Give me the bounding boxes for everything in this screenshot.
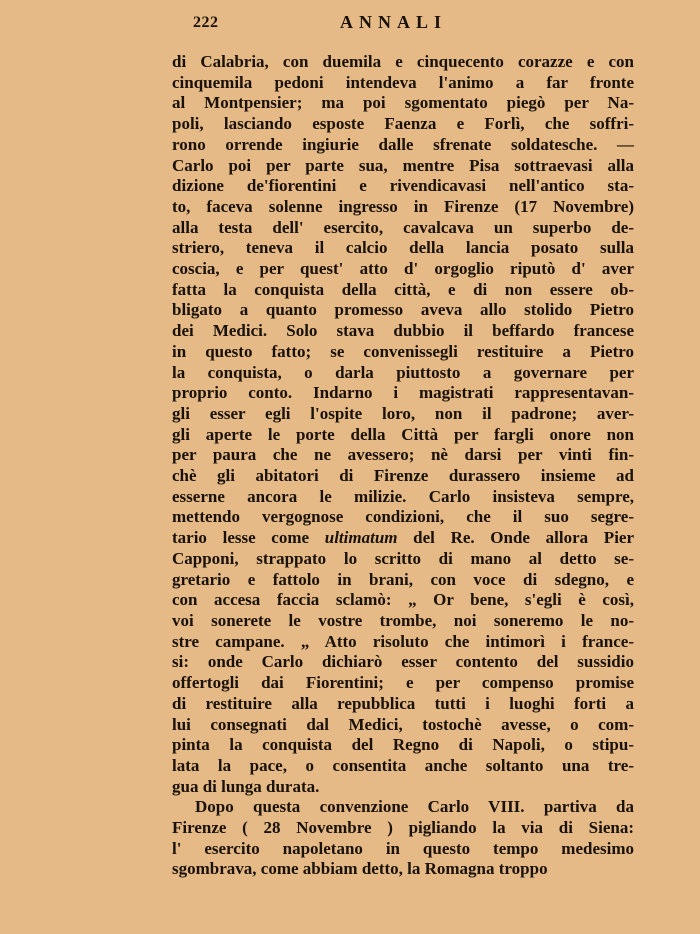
text-line-content: stre campane. „ Atto risoluto che intimorì i france- xyxy=(172,631,634,651)
text-line xyxy=(172,52,634,73)
text-line-content: to, faceva solenne ingresso in Firenze (17 Novembre) xyxy=(172,196,634,216)
text-line xyxy=(172,197,634,218)
text-line-content: in questo fatto; se convenissegli restituire a Pietro xyxy=(172,341,634,361)
text-line-content: tario lesse come xyxy=(172,528,310,548)
text-line-content: coscia, e per quest' atto d' orgoglio riputò d' aver xyxy=(172,259,634,279)
text-line-content: si: onde Carlo dichiarò esser contento del sussidio xyxy=(172,652,634,672)
text-line-content: gli aperte le porte della Città per fargli onore non xyxy=(172,424,634,444)
text-line-content: lata la pace, o consentita anche soltanto una tre- xyxy=(172,755,634,775)
text-line-content: la conquista, o darla piuttosto a governare per xyxy=(172,362,634,382)
text-line xyxy=(172,300,634,321)
text-line-content: alla testa dell' esercito, cavalcava un superbo de- xyxy=(172,217,634,237)
text-line-content: gli esser egli l'ospite loro, non il padrone; aver- xyxy=(172,403,634,423)
text-line-content: di restituire alla repubblica tutti i luoghi forti a xyxy=(172,693,634,713)
body-text xyxy=(172,52,634,880)
text-line xyxy=(172,445,634,466)
text-line-content: gretario e fattolo in brani, con voce di sdegno, e xyxy=(172,569,634,589)
text-line xyxy=(172,859,634,880)
text-line-content: Carlo poi per parte sua, mentre Pisa sottraevasi alla xyxy=(172,155,634,175)
text-line xyxy=(172,715,634,736)
text-line-content: sgombrava, come abbiam detto, la Romagna troppo xyxy=(172,859,548,879)
text-line xyxy=(172,342,634,363)
text-line xyxy=(172,694,634,715)
text-line-content: poli, lasciando esposte Faenza e Forlì, che soffri- xyxy=(172,114,634,134)
text-line-content: proprio conto. Indarno i magistrati rappresentavan- xyxy=(172,383,634,403)
text-line xyxy=(172,135,634,156)
text-line-content: di Calabria, con duemila e cinquecento corazze e con xyxy=(172,52,634,71)
text-line xyxy=(172,839,634,860)
text-line xyxy=(172,238,634,259)
text-line-content: mettendo vergognose condizioni, che il suo segre- xyxy=(172,507,634,527)
text-line-content: offertogli dai Fiorentini; e per compenso promise xyxy=(172,673,634,693)
text-line xyxy=(172,404,634,425)
text-line-content: Dopo questa convenzione Carlo VIII. partiva da xyxy=(195,797,634,817)
text-line-content: per paura che ne avessero; nè darsi per vinti fin- xyxy=(172,445,634,465)
text-line xyxy=(172,363,634,384)
text-line-content: esserne ancora le milizie. Carlo insisteva sempre, xyxy=(172,486,634,506)
text-line xyxy=(172,321,634,342)
text-line xyxy=(172,652,634,673)
text-line-content: con accesa faccia sclamò: „ Or bene, s'egli è così, xyxy=(172,590,634,610)
text-line-content: fatta la conquista della città, e di non essere ob- xyxy=(172,279,634,299)
text-line xyxy=(172,735,634,756)
text-line xyxy=(172,259,634,280)
text-line xyxy=(172,756,634,777)
text-line-content: chè gli abitatori di Firenze durassero insieme ad xyxy=(172,466,634,486)
running-title: ANNALI xyxy=(340,12,448,32)
italic-term: ultimatum xyxy=(324,528,398,548)
text-line xyxy=(172,590,634,611)
text-line-content: dizione de'fiorentini e rivendicavasi nell'antico sta- xyxy=(172,176,634,196)
text-line xyxy=(172,176,634,197)
text-line xyxy=(172,73,634,94)
text-line-content: pinta la conquista del Regno di Napoli, o stipu- xyxy=(172,735,634,755)
text-line xyxy=(172,383,634,404)
text-line xyxy=(172,466,634,487)
text-line xyxy=(172,673,634,694)
text-line xyxy=(172,632,634,653)
text-line xyxy=(172,777,634,798)
text-line-content: al Montpensier; ma poi sgomentato piegò per Na- xyxy=(172,93,634,113)
text-line-content: dei Medici. Solo stava dubbio il beffardo francese xyxy=(172,321,634,341)
text-line-content: striero, teneva il calcio della lancia posato sulla xyxy=(172,238,634,258)
text-line-content: bligato a quanto promesso aveva allo stolido Pietro xyxy=(172,300,634,320)
text-line xyxy=(172,549,634,570)
text-line xyxy=(172,280,634,301)
text-line xyxy=(172,797,634,818)
text-line xyxy=(172,818,634,839)
text-line xyxy=(172,487,634,508)
text-line xyxy=(172,114,634,135)
text-line-content: Firenze ( 28 Novembre ) pigliando la via di Siena: xyxy=(172,818,634,838)
text-line xyxy=(172,507,634,528)
text-line xyxy=(172,570,634,591)
page-number: 222 xyxy=(193,14,219,31)
text-line xyxy=(172,218,634,239)
text-line-content: lui consegnati dal Medici, tostochè avesse, o com- xyxy=(172,714,634,734)
text-line xyxy=(172,425,634,446)
text-line-content: l' esercito napoletano in questo tempo medesimo xyxy=(172,838,634,858)
text-line-content: voi sonerete le vostre trombe, noi soneremo le no- xyxy=(172,610,634,630)
text-line xyxy=(172,611,634,632)
text-line xyxy=(172,156,634,177)
text-line-content: gua di lunga durata. xyxy=(172,776,320,796)
text-line-content: rono orrende ingiurie dalle sfrenate soldatesche. — xyxy=(172,134,634,154)
text-line xyxy=(172,93,634,114)
text-line xyxy=(172,528,634,549)
text-line-content: cinquemila pedoni intendeva l'animo a far fronte xyxy=(172,72,634,92)
text-line-content: del Re. Onde allora Pier xyxy=(413,528,635,548)
text-line-content: Capponi, strappato lo scritto di mano al detto se- xyxy=(172,548,634,568)
